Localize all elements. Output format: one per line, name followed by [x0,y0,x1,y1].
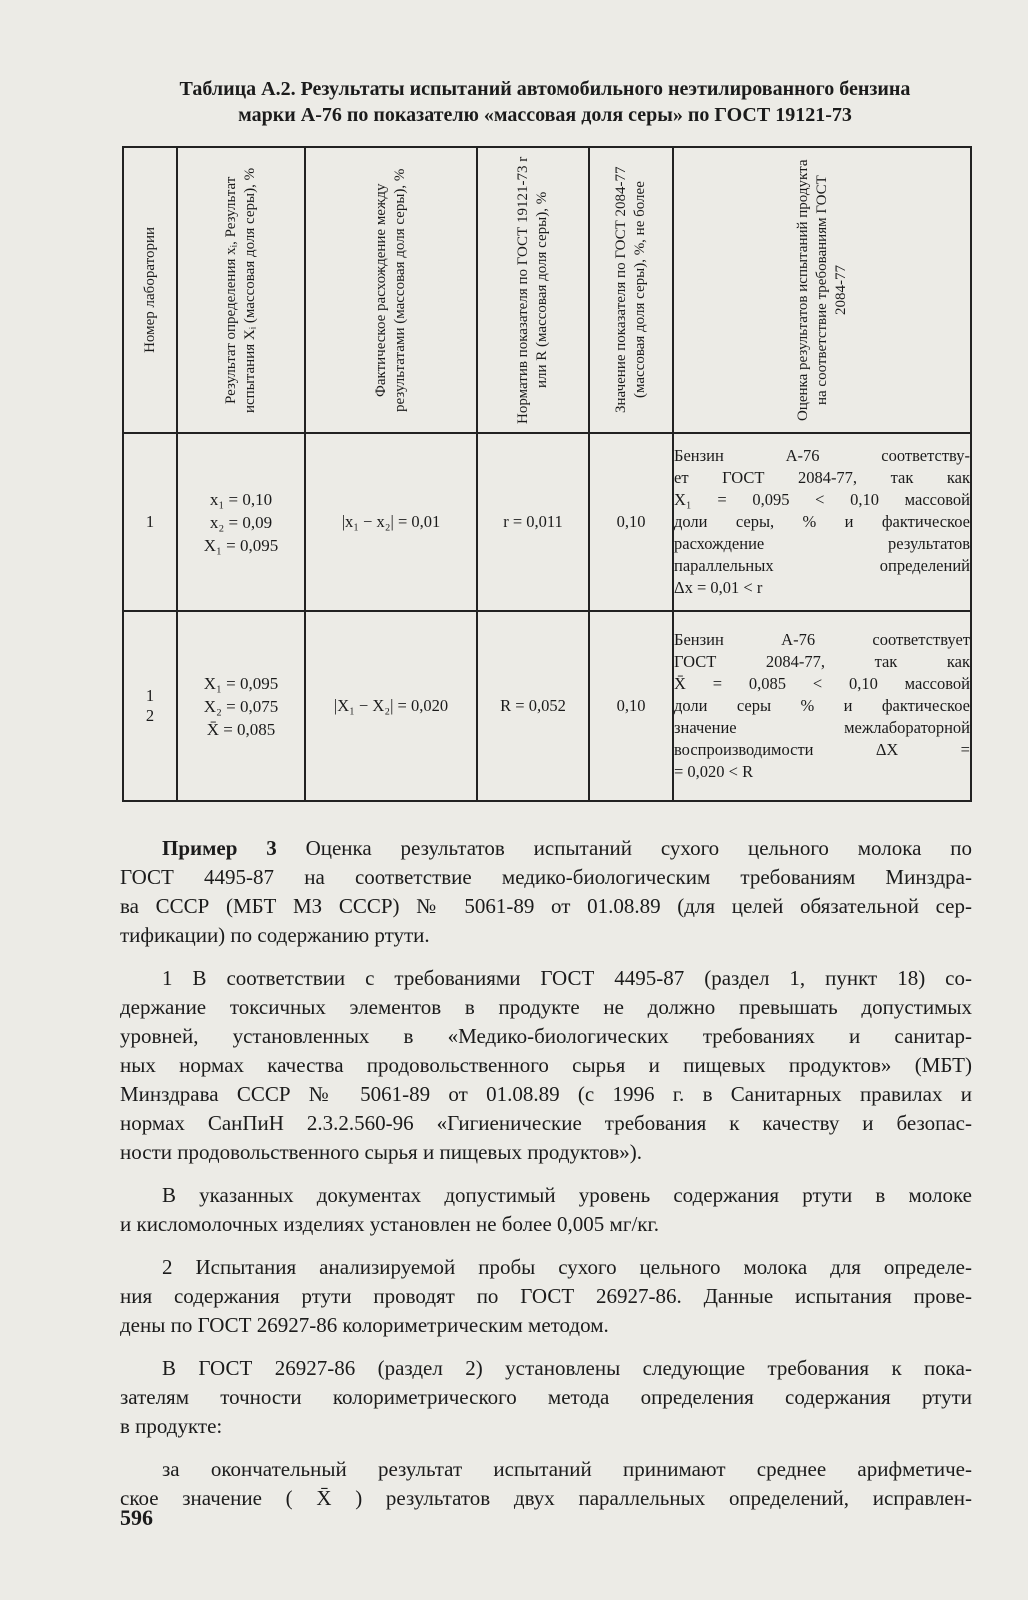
header-cell [589,147,673,433]
header-cell [123,147,177,433]
paragraph-line: ных нормах качества продовольственного сырья и пищевых продуктов» (МБТ) [120,1053,972,1077]
norm-cell: R = 0,052 [477,611,589,801]
paragraph-line: 2 Испытания анализируемой пробы сухого цельного молока для определе- [162,1255,972,1279]
table-row [123,611,971,801]
lab-number: 1 [145,686,155,705]
norm-cell: r = 0,011 [477,433,589,611]
paragraph-line: ГОСТ 4495-87 на соответствие медико-биологическим требованиям Минздра- [120,865,972,889]
assessment-line: X̄ = 0,085 < 0,10 массовой [674,674,970,693]
header-assessment: Оценка результатов испытаний продукта на соответствие требованиям ГОСТ 2084-77 [794,159,849,421]
header-discrepancy: Фактическое расхождение между результатами (массовая доля серы), % [373,168,408,412]
result-value: X̄ = 0,085 [206,719,276,739]
discrepancy-cell: |x₁ − x₂| = 0,01 [305,433,477,611]
header-limit: Значение показателя по ГОСТ 2084-77 (массовая доля серы), %, не более [613,166,648,414]
results-cell [177,611,305,801]
table-row [123,433,971,611]
paragraph-line: В ГОСТ 26927-86 (раздел 2) установлены следующие требования к пока- [162,1356,972,1380]
paragraph-text: Оценка результатов испытаний сухого цельного молока по [305,836,973,860]
paragraph-line: тификации) по содержанию ртути. [120,923,430,947]
paragraph-line: дены по ГОСТ 26927-86 колориметрическим методом. [120,1313,609,1337]
page-number: 596 [120,1505,153,1530]
assessment-line: доли серы, % и фактическое [674,512,970,531]
paragraph-line [120,834,972,863]
header-lab-number: Номер лаборатории [141,227,158,353]
paragraph [120,834,972,950]
example-label: Пример 3 [162,836,277,860]
paragraph [120,1455,972,1513]
paragraph-line: ности продовольственного сырья и пищевых продуктов»). [120,1140,642,1164]
lab-number-cell [123,611,177,801]
result-value: x₂ = 0,09 [209,512,273,532]
table-header-row [123,147,971,433]
results-cell [177,433,305,611]
paragraph-line: за окончательный результат испытаний принимают среднее арифметиче- [162,1457,972,1481]
paragraph [120,1253,972,1340]
header-cell [305,147,477,433]
paragraph-line: держание токсичных элементов в продукте не должно превышать допустимых [120,995,972,1019]
paragraph-line: Минздрава СССР № 5061-89 от 01.08.89 (с 1996 г. в Санитарных правилах и [120,1082,972,1106]
paragraph-line: и кисломолочных изделиях установлен не более 0,005 мг/кг. [120,1212,659,1236]
paragraph-line: ния содержания ртути проводят по ГОСТ 26927-86. Данные испытания прове- [120,1284,972,1308]
body-text [120,834,972,1527]
assessment-line: доли серы % и фактическое [674,696,970,715]
assessment-line: параллельных определений [674,556,970,575]
limit-cell: 0,10 [589,611,673,801]
lab-number: 2 [145,706,155,725]
assessment-line: Бензин А-76 соответству- [674,446,970,465]
lab-number: 1 [145,512,155,531]
assessment-line: X₁ = 0,095 < 0,10 массовой [674,490,970,509]
header-cell [673,147,971,433]
result-value: X₁ = 0,095 [203,535,279,555]
caption-line-1: Таблица А.2. Результаты испытаний автомобильного неэтилированного бензина [179,78,911,100]
header-cell [477,147,589,433]
paragraph [120,1181,972,1239]
lab-number-cell [123,433,177,611]
paragraph-line: ва СССР (МБТ МЗ СССР) № 5061-89 от 01.08.89 (для целей обязательной сер- [120,894,972,918]
assessment-line: Бензин А-76 соответствует [674,630,970,649]
paragraph [120,1354,972,1441]
paragraph [120,964,972,1167]
assessment-line: Δx = 0,01 < r [674,578,763,597]
paragraph-line: нормах СанПиН 2.3.2.560-96 «Гигиенические требования к качеству и безопас- [120,1111,972,1135]
assessment-line: значение межлабораторной [674,718,970,737]
header-norm: Норматив показателя по ГОСТ 19121-73 r или R (массовая доля серы), % [515,156,550,424]
result-value: X₁ = 0,095 [203,673,279,693]
paragraph-line: В указанных документах допустимый уровень содержания ртути в молоке [162,1183,972,1207]
assessment-line: воспроизводимости ΔX = [674,740,970,759]
result-value: x₁ = 0,10 [209,489,273,509]
assessment-line: = 0,020 < R [674,762,754,781]
limit-cell: 0,10 [589,433,673,611]
paragraph-line: ское значение ( X̄ ) результатов двух параллельных определений, исправлен- [120,1486,972,1510]
assessment-line: ГОСТ 2084-77, так как [674,652,970,671]
header-cell [177,147,305,433]
assessment-line: ет ГОСТ 2084-77, так как [674,468,970,487]
header-result: Результат определения xᵢ, Результат испытания Xᵢ (массовая доля серы), % [223,167,258,413]
results-table [122,146,972,802]
paragraph-line: в продукте: [120,1414,223,1438]
paragraph-line: уровней, установленных в «Медико-биологических требованиях и санитар- [120,1024,972,1048]
assessment-cell [673,433,971,611]
result-value: X₂ = 0,075 [203,696,279,716]
discrepancy-cell: |X₁ − X₂| = 0,020 [305,611,477,801]
assessment-cell [673,611,971,801]
table-caption [120,76,970,128]
paragraph-line: 1 В соответствии с требованиями ГОСТ 4495-87 (раздел 1, пункт 18) со- [162,966,972,990]
paragraph-line: зателям точности колориметрического метода определения содержания ртути [120,1385,972,1409]
assessment-line: расхождение результатов [674,534,970,553]
caption-line-2: марки А-76 по показателю «массовая доля серы» по ГОСТ 19121-73 [238,104,852,126]
